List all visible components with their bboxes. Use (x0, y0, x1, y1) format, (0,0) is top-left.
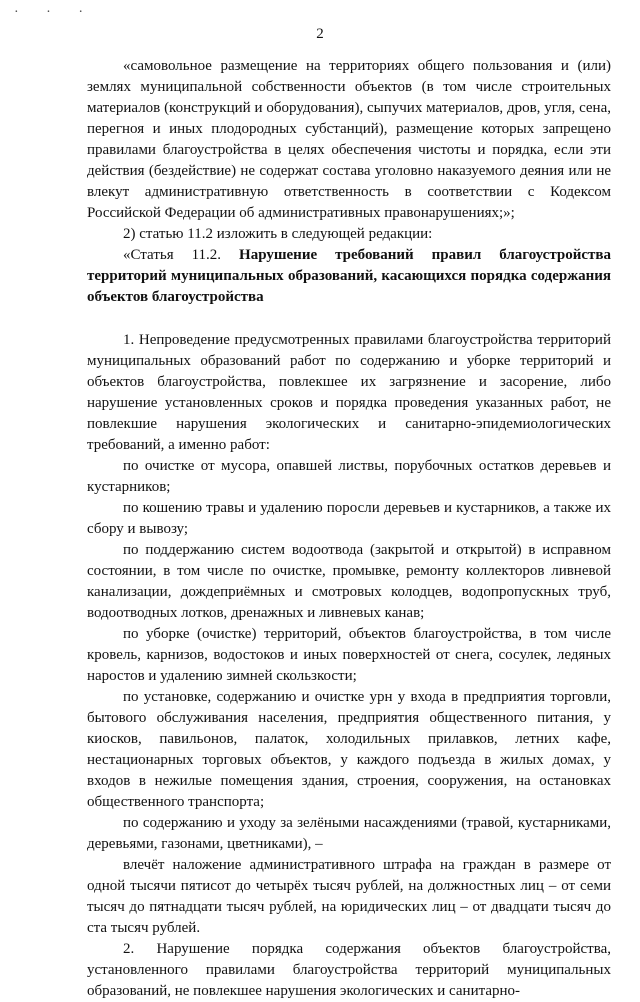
paragraph-article-intro: 2) статью 11.2 изложить в следующей редакции: (123, 226, 433, 242)
list-item-urns: по установке, содержанию и очистке урн у входа в предприятия торговли, бытового обслуживания населения, предприятия общественного питания, у киосков, павильонов, палаток, холодильных прилавков, летних кафе, нестационарных торговых объектов, у каждого подъезда в жилых домах, у входов в нежилые помещения здания, строения, сооружения, на остановках общественного транспорта; (87, 689, 611, 810)
section-2-paragraph: 2. Нарушение порядка содержания объектов благоустройства, установленного правилами благоустройства территорий муниципальных образований, не повлекшее нарушения экологических и санитарно- (87, 941, 611, 999)
section-spacer (87, 308, 611, 330)
article-heading (87, 245, 611, 308)
corner-marks: · · · (14, 5, 95, 20)
article-prefix: «Статья 11.2. (123, 247, 222, 263)
list-item-grass-mowing: по кошению травы и удалению поросли деревьев и кустарников, а также их сбору и вывозу; (87, 500, 611, 537)
paragraph-quote-amendment: «самовольное размещение на территориях общего пользования и (или) землях муниципальной собственности объектов (в том числе строительных материалов (конструкций и оборудования), сыпучих материалов, дров, угля, сена, перегноя и иных плодородных субстанций), размещение которых запрещено правилами благоустройства в целях обеспечения чистоты и порядка, если эти действия (бездействие) не содержат состава уголовно наказуемого деяния или не влекут административную ответственность в соответствии с Кодексом Российской Федерации об административных правонарушениях;»; (87, 58, 611, 221)
list-item-green-spaces: по содержанию и уходу за зелёными насаждениями (травой, кустарниками, деревьями, газонами, цветниками), – (87, 815, 611, 852)
section-1-paragraph: 1. Непроведение предусмотренных правилами благоустройства территорий муниципальных образований работ по содержанию и уборке территорий и объектов благоустройства, повлекшее их загрязнение и засорение, либо нарушение установленных сроков и порядка проведения указанных работ, не повлекшие нарушения экологических и санитарно-эпидемиологических требований, а именно работ: (87, 332, 611, 453)
page-number: 2 (316, 26, 324, 42)
document-body (87, 56, 611, 1002)
list-item-garbage-cleaning: по очистке от мусора, опавшей листвы, порубочных остатков деревьев и кустарников; (87, 458, 611, 495)
article-title: Нарушение требований правил благоустройства территорий муниципальных образований, касающихся порядка содержания объектов благоустройства (87, 247, 612, 305)
penalty-paragraph: влечёт наложение административного штрафа на граждан в размере от одной тысячи пятисот до четырёх тысяч рублей, на должностных лиц – от семи тысяч до пятнадцати тысяч рублей, на юридических лиц – от двадцати тысяч до ста тысяч рублей. (87, 857, 611, 936)
list-item-snow-removal: по уборке (очистке) территорий, объектов благоустройства, в том числе кровель, карнизов, водостоков и иных поверхностей от снега, сосулек, ледяных наростов и удалению зимней скользкости; (87, 626, 611, 684)
list-item-drainage: по поддержанию систем водоотвода (закрытой и открытой) в исправном состоянии, в том числе по очистке, промывке, ремонту коллекторов ливневой канализации, дождеприёмных и смотровых колодцев, водопропускных труб, водоотводных лотков, дренажных и ливневых канав; (87, 542, 611, 621)
